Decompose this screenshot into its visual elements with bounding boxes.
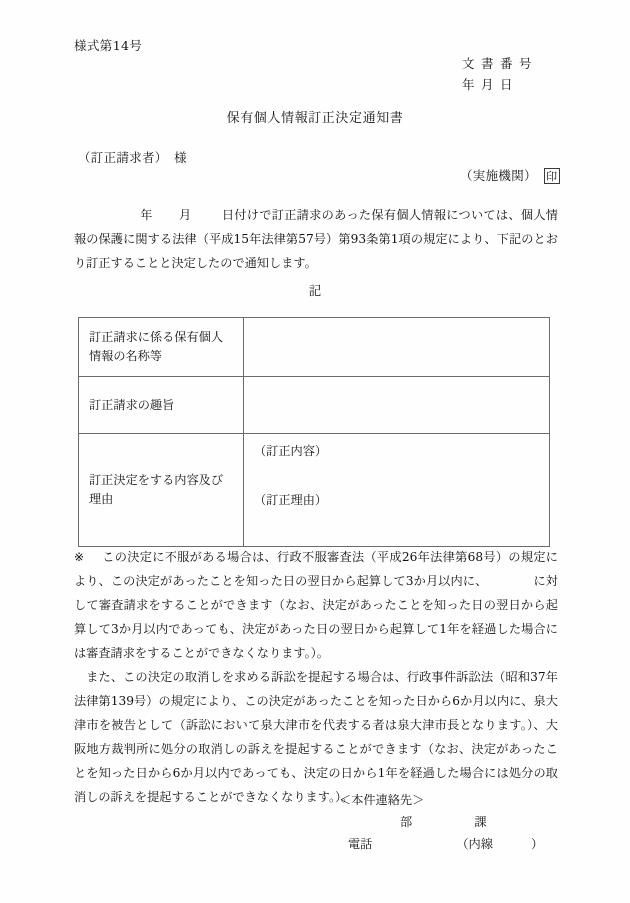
contact-phone-label: 電話: [348, 837, 373, 851]
body-date-month: 月: [178, 208, 192, 222]
issuing-agency-line: [460, 168, 560, 184]
table-value-decision-content[interactable]: [244, 434, 550, 547]
decision-content-heading: （訂正内容）: [254, 444, 328, 458]
contact-heading: ＜本件連絡先＞: [339, 793, 425, 807]
decision-reason-heading: （訂正理由）: [254, 493, 328, 507]
table-label-information-name: 訂正請求に係る保有個人情報の名称等: [79, 318, 244, 377]
table-value-information-name[interactable]: [244, 318, 550, 377]
footnote-litigation-text: また、この決定の取消しを求める訴訟を提起する場合は、行政事件訴訟法（昭和37年法律第139号）の規定により、この決定があったことを知った日から6か月以内に、泉大津市を被告として（訴訟において泉大津市を代表する者は泉大津市長となります。）、大阪地方裁判所に処分の取消しの訴えを提起することができます（なお、決定があったことを知った日から6か月以内であっても、決定の日から1年を経過した場合には処分の取消しの訴えを提起することができなくなります。）。: [74, 670, 558, 804]
footnote-appeal-text-part2: に対して審査請求をすることができます（なお、決定があったことを知った日の翌日から起算して3か月以内であっても、決定があった日の翌日から起算して1年を経過した場合には審査請求をすることができなくなります。）。: [74, 574, 558, 660]
issuing-agency-label: （実施機関）: [460, 167, 537, 183]
contact-phone-row: [348, 833, 543, 855]
kiji-marker: 記: [308, 283, 322, 298]
table-row: [79, 434, 550, 547]
form-number: 様式第14号: [74, 38, 143, 53]
body-date-year: 年: [140, 208, 153, 222]
table-value-request-purpose[interactable]: [244, 377, 550, 434]
table-row: [79, 318, 550, 377]
addressee-line: （訂正請求者） 様: [78, 150, 187, 165]
contact-section-label: 課: [474, 815, 487, 829]
table-label-decision-content: 訂正決定をする内容及び理由: [79, 434, 244, 547]
document-number-label: 文書番号: [462, 56, 539, 71]
table-label-request-purpose: 訂正請求の趣旨: [79, 377, 244, 434]
document-date-label: 年月日: [462, 77, 520, 92]
footnote-appeal-text-part1: この決定に不服がある場合は、行政不服審査法（平成26年法律第68号）の規定により、この決定があったことを知った日の翌日から起算して3か月以内に、: [74, 550, 558, 588]
table-row: [79, 377, 550, 434]
body-paragraph: [74, 203, 558, 275]
seal-stamp-icon: 印: [544, 168, 560, 184]
contact-extension-close: ）: [530, 837, 544, 851]
footnote-appeal: [74, 545, 558, 665]
contact-block: [330, 789, 543, 855]
page-title: 保有個人情報訂正決定通知書: [226, 111, 404, 126]
contact-extension-open: （内線: [456, 837, 493, 851]
footnote-litigation: [74, 665, 558, 809]
correction-details-table: [78, 317, 550, 547]
footnotes: [74, 545, 558, 809]
contact-department-row: [400, 811, 543, 833]
footnote-marker: ※: [74, 550, 85, 564]
contact-department-label: 部: [400, 815, 413, 829]
body-main-text: 日付けで訂正請求のあった保有個人情報については、個人情報の保護に関する法律（平成15年法律第57号）第93条第1項の規定により、下記のとおり訂正することと決定したので通知します。: [74, 208, 558, 270]
